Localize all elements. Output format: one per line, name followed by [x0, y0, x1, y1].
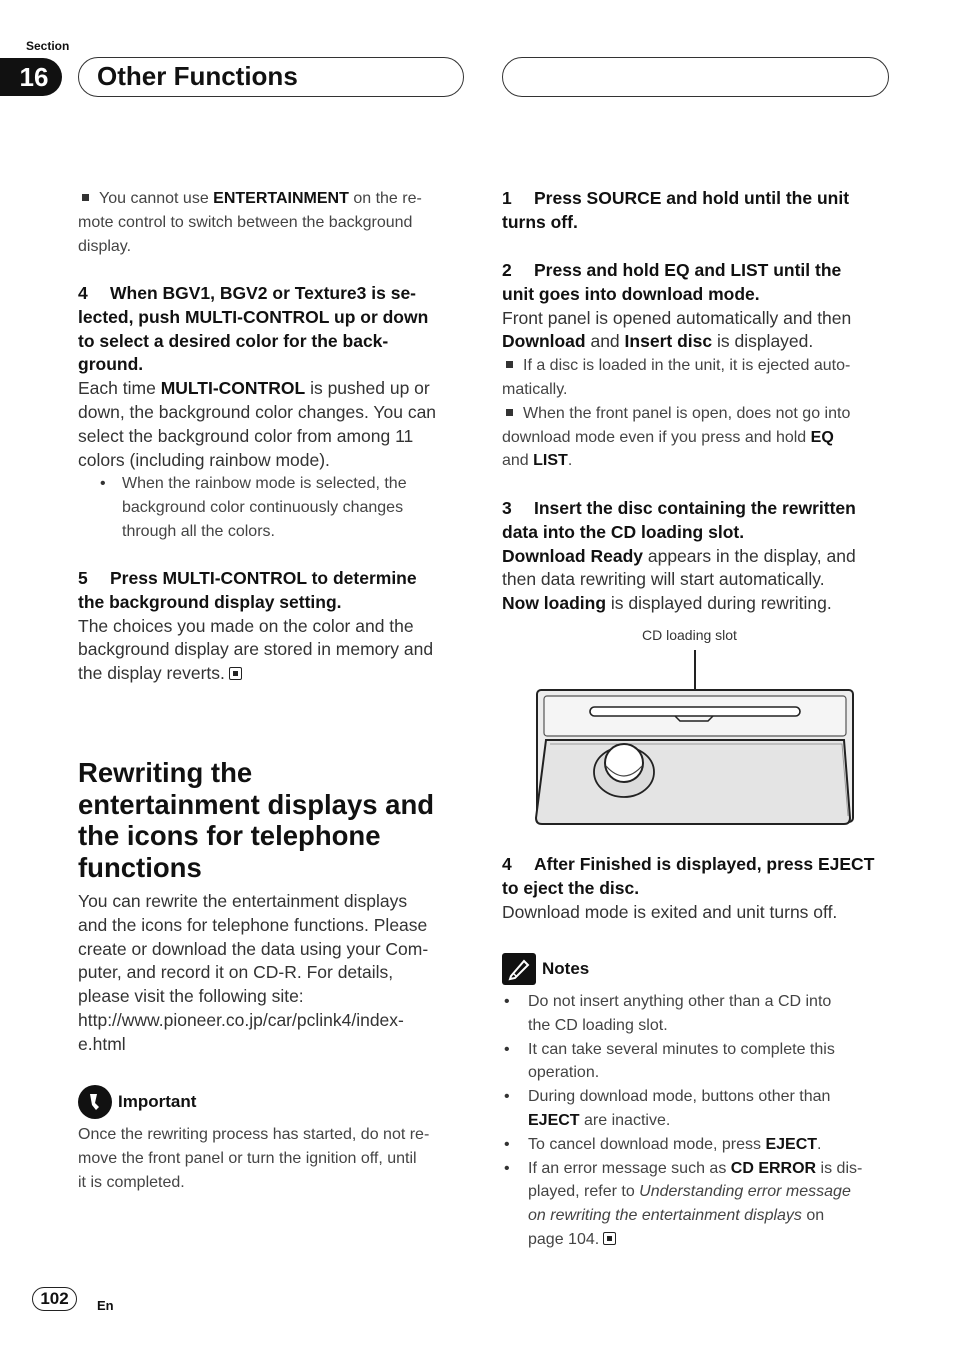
cd-unit-illustration	[530, 648, 860, 828]
page-title: Other Functions	[78, 57, 464, 97]
section-heading: Rewriting the entertainment displays and the icons for telephone functions	[78, 757, 435, 883]
intro-paragraph: You can rewrite the entertainment displays and the icons for telephone functions. Please create or download the data using your Com- puter, and record it on CD-R. For details, please visit the following site: http://www.pioneer.co.jp/car/pclink4/index- e.html	[78, 890, 464, 1057]
notes-header	[502, 953, 589, 985]
list-item: • During download mode, buttons other than EJECT are inactive.	[502, 1085, 888, 1133]
list-item: • Do not insert anything other than a CD into the CD loading slot.	[502, 990, 888, 1038]
important-icon	[78, 1085, 112, 1119]
right-step-4: 4 After Finished is displayed, press EJECT to eject the disc. Download mode is exited and unit turns off.	[502, 854, 875, 922]
note-square-icon	[82, 194, 89, 201]
notes-label: Notes	[542, 959, 590, 978]
end-mark-icon	[229, 667, 242, 680]
list-item: • If an error message such as CD ERROR is dis- played, refer to Understanding error message on rewriting the entertainment displays on page 104.	[502, 1157, 888, 1252]
notes-list	[502, 990, 888, 1252]
right-step-1: 1 Press SOURCE and hold until the unit turns off.	[502, 188, 850, 232]
note-square-icon	[506, 409, 513, 416]
important-text: Once the rewriting process has started, do not re- move the front panel or turn the ignition off, until it is completed.	[78, 1126, 430, 1191]
right-step-2: 2 Press and hold EQ and LIST until the unit goes into download mode. Front panel is opened automatically and then Download and Insert disc is displayed. If a disc is loaded in the unit, it is ejected auto- matically. When the front panel is open, does not go into download mode even if you press and hold EQ and LIST.	[502, 260, 852, 470]
figure-label: CD loading slot	[642, 627, 737, 643]
notes-pencil-icon	[502, 953, 536, 985]
language-label: En	[97, 1298, 114, 1313]
page-number: 102	[32, 1287, 77, 1311]
list-item: • To cancel download mode, press EJECT.	[502, 1133, 888, 1157]
note-square-icon	[506, 361, 513, 368]
left-step-5: 5 Press MULTI-CONTROL to determine the background display setting. The choices you made on the color and the background display are stored in memory and the display reverts.	[78, 568, 434, 684]
list-item: • When the rainbow mode is selected, the background color continuously changes through all the colors.	[78, 472, 464, 543]
important-header	[78, 1085, 196, 1119]
important-label: Important	[118, 1092, 197, 1111]
left-note-block: You cannot use ENTERTAINMENT on the re- mote control to switch between the background display.	[78, 190, 422, 255]
left-step-4: 4 When BGV1, BGV2 or Texture3 is se- lected, push MULTI-CONTROL up or down to select a desired color for the back- ground. Each time MULTI-CONTROL is pushed up or down, the background color changes. You can select the background color from among 11 colors (including rainbow mode). • When the rainbow mode is selected, the background color continuously changes through all the colors.	[78, 282, 464, 544]
header-right-pill	[502, 57, 889, 97]
section-number-badge: 16	[0, 58, 62, 96]
list-item: • It can take several minutes to complete this operation.	[502, 1038, 888, 1086]
end-mark-icon	[603, 1232, 616, 1245]
front-panel	[536, 740, 850, 824]
url-text: http://www.pioneer.co.jp/car/pclink4/index-	[78, 1009, 404, 1030]
section-label: Section	[26, 39, 70, 53]
right-step-3: 3 Insert the disc containing the rewritten data into the CD loading slot. Download Ready appears in the display, and then data rewriting will start automatically. Now loading is displayed during rewriting.	[502, 498, 856, 614]
cd-slot	[590, 707, 800, 716]
